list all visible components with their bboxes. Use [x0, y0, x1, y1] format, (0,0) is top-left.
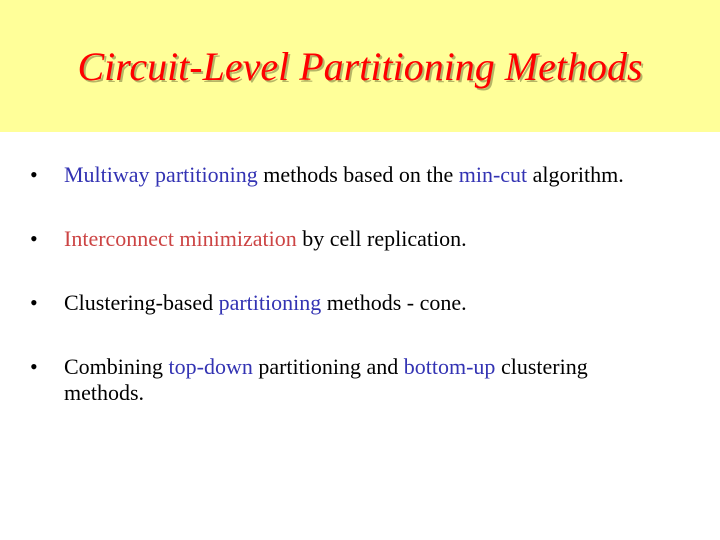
bullet-highlight: Interconnect minimization	[64, 226, 297, 251]
bullet-highlight: min-cut	[458, 162, 528, 187]
bullet-text: Clustering-based	[64, 290, 219, 315]
bullet-text: methods based on the	[257, 162, 459, 187]
bullet-text: partitioning and	[252, 354, 404, 379]
bullet-text: Combining	[64, 354, 169, 379]
bullet-text: methods - cone.	[321, 290, 467, 315]
bullet-marker: •	[30, 226, 38, 251]
bullet-highlight: bottom-up	[403, 354, 496, 379]
bullet-item	[30, 226, 670, 252]
bullet-item	[30, 354, 670, 406]
bullet-highlight: top-down	[168, 354, 253, 379]
bullet-text: clustering methods.	[64, 354, 588, 405]
bullet-highlight: partitioning	[218, 290, 322, 315]
bullet-text: algorithm.	[527, 162, 624, 187]
bullet-text: by cell replication.	[296, 226, 467, 251]
bullet-marker: •	[30, 162, 38, 187]
slide-title: Circuit-Level Partitioning Methods	[77, 44, 643, 89]
bullet-marker: •	[30, 290, 38, 315]
bullet-item	[30, 290, 670, 316]
bullet-marker: •	[30, 354, 38, 379]
bullet-list	[30, 162, 670, 444]
bullet-item	[30, 162, 670, 188]
bullet-highlight: Multiway partitioning	[64, 162, 258, 187]
